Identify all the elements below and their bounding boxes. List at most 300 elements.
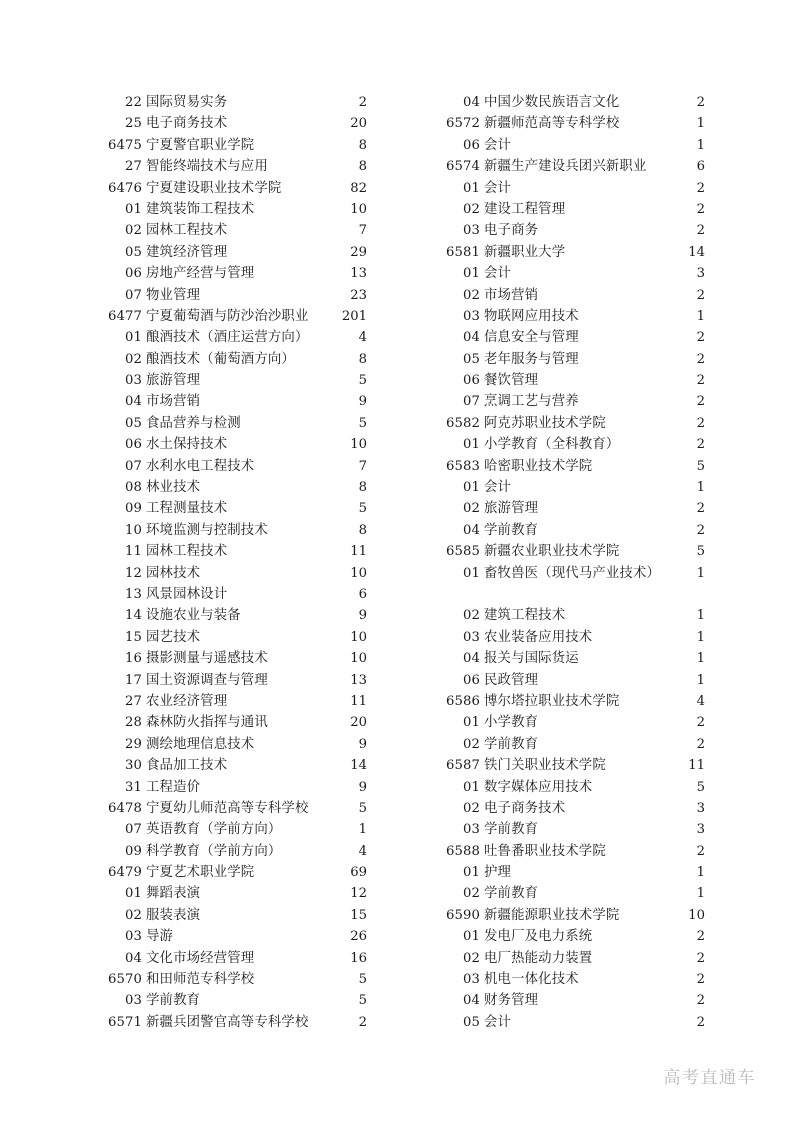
- major-row: [443, 627, 705, 648]
- quota-value: 4: [358, 330, 367, 346]
- major-row: [105, 370, 367, 391]
- quota-value: 9: [358, 608, 367, 624]
- major-code: 04: [463, 651, 480, 667]
- major-code: 03: [463, 308, 480, 324]
- major-code: 05: [125, 244, 142, 260]
- major-row: [443, 883, 705, 904]
- major-name: 智能终端技术与应用: [146, 159, 268, 175]
- major-row: [105, 498, 367, 519]
- quota-value: 3: [696, 822, 705, 838]
- major-name: 小学教育（全科教育）: [484, 437, 620, 453]
- major-code: 01: [463, 480, 480, 496]
- major-row: [443, 135, 705, 156]
- school-code: 6475: [108, 137, 142, 153]
- major-row: [105, 477, 367, 498]
- major-code: 07: [125, 458, 142, 474]
- quota-value: 5: [696, 544, 705, 560]
- major-row: [443, 734, 705, 755]
- school-code: 6572: [446, 116, 480, 132]
- major-code: 01: [125, 201, 142, 217]
- major-name: 电厂热能动力装置: [484, 950, 593, 966]
- major-name: 学前教育: [484, 822, 539, 838]
- major-code: 22: [125, 95, 142, 110]
- major-row: [105, 327, 367, 348]
- major-name: 数字媒体应用技术: [484, 779, 593, 795]
- major-name: 工程造价: [146, 779, 201, 795]
- major-row: [105, 391, 367, 412]
- school-name: 宁夏建设职业技术学院: [146, 180, 282, 196]
- major-code: 28: [125, 715, 142, 731]
- major-row: [105, 712, 367, 733]
- quota-value: 23: [350, 287, 367, 303]
- major-row: [443, 285, 705, 306]
- quota-value: 2: [696, 1014, 705, 1030]
- quota-value: 69: [350, 865, 367, 881]
- major-row: [443, 605, 705, 626]
- quota-value: 5: [358, 373, 367, 389]
- major-row: [105, 990, 367, 1011]
- major-code: 04: [463, 522, 480, 538]
- major-name: 导游: [146, 929, 174, 945]
- school-code: 6477: [108, 308, 142, 324]
- major-row: [443, 92, 705, 113]
- major-name: 护理: [484, 865, 512, 881]
- quota-value: 8: [358, 137, 367, 153]
- quota-value: 2: [696, 180, 705, 196]
- major-code: 04: [125, 394, 142, 410]
- major-name: 文化市场经营管理: [146, 950, 255, 966]
- major-code: 30: [125, 758, 142, 774]
- major-code: 29: [125, 736, 142, 752]
- quota-value: 10: [688, 907, 705, 923]
- major-code: 06: [463, 672, 480, 688]
- major-code: 14: [125, 608, 142, 624]
- school-row: [443, 541, 705, 562]
- right-column: [443, 92, 705, 1033]
- major-row: [443, 819, 705, 840]
- major-name: 市场营销: [484, 287, 539, 303]
- quota-value: 2: [696, 95, 705, 110]
- major-code: 01: [463, 437, 480, 453]
- quota-value: 4: [358, 843, 367, 859]
- school-name: 宁夏警官职业学院: [146, 137, 255, 153]
- quota-value: 6: [358, 586, 367, 602]
- major-code: 02: [463, 950, 480, 966]
- school-name: 新疆职业大学: [484, 244, 566, 260]
- school-row: [443, 413, 705, 434]
- major-name: 学前教育: [484, 522, 539, 538]
- major-row: [105, 605, 367, 626]
- major-code: 05: [463, 351, 480, 367]
- major-name: 国际贸易实务: [146, 95, 228, 110]
- quota-value: 2: [696, 950, 705, 966]
- major-name: 物业管理: [146, 287, 201, 303]
- quota-value: 1: [696, 651, 705, 667]
- quota-value: 5: [358, 501, 367, 517]
- school-code: 6476: [108, 180, 142, 196]
- school-name: 宁夏葡萄酒与防沙治沙职业: [146, 308, 309, 324]
- school-row: [105, 135, 367, 156]
- major-name: 摄影测量与遥感技术: [146, 651, 268, 667]
- major-code: 07: [125, 822, 142, 838]
- major-code: 03: [125, 929, 142, 945]
- major-name: 老年服务与管理: [484, 351, 579, 367]
- major-name: 林业技术: [146, 480, 201, 496]
- quota-value: 1: [696, 886, 705, 902]
- quota-value: 13: [350, 672, 367, 688]
- quota-value: 1: [696, 480, 705, 496]
- major-row: [105, 413, 367, 434]
- quota-value: 10: [350, 201, 367, 217]
- major-row: [443, 990, 705, 1011]
- major-name: 水利水电工程技术: [146, 458, 255, 474]
- quota-value: 10: [350, 437, 367, 453]
- major-name: 农业经济管理: [146, 693, 228, 709]
- quota-value: 26: [350, 929, 367, 945]
- quota-value: 2: [696, 929, 705, 945]
- major-name: 农业装备应用技术: [484, 629, 593, 645]
- school-code: 6586: [446, 693, 480, 709]
- major-name: 市场营销: [146, 394, 201, 410]
- school-name: 新疆师范高等专科学校: [484, 116, 620, 132]
- quota-value: 1: [696, 672, 705, 688]
- major-code: 02: [463, 287, 480, 303]
- major-code: 07: [463, 394, 480, 410]
- major-row: [105, 905, 367, 926]
- quota-value: 201: [341, 308, 367, 324]
- major-name: 房地产经营与管理: [146, 266, 255, 282]
- major-code: 27: [125, 693, 142, 709]
- major-name: 报关与国际货运: [484, 651, 579, 667]
- major-name: 中国少数民族语言文化: [484, 95, 620, 110]
- major-code: 03: [463, 972, 480, 988]
- school-name: 阿克苏职业技术学院: [484, 415, 606, 431]
- quota-value: 1: [358, 822, 367, 838]
- major-code: 02: [463, 886, 480, 902]
- major-name: 工程测量技术: [146, 501, 228, 517]
- major-name: 国土资源调查与管理: [146, 672, 268, 688]
- major-code: 04: [463, 330, 480, 346]
- quota-value: 1: [696, 608, 705, 624]
- major-code: 02: [463, 608, 480, 624]
- school-row: [105, 862, 367, 883]
- major-code: 01: [125, 886, 142, 902]
- major-code: 01: [463, 929, 480, 945]
- school-row: [443, 456, 705, 477]
- major-code: 27: [125, 159, 142, 175]
- major-row: [443, 306, 705, 327]
- left-column: [105, 92, 367, 1033]
- quota-value: 11: [350, 693, 367, 709]
- major-row: [443, 477, 705, 498]
- school-row: [443, 156, 705, 177]
- major-name: 舞蹈表演: [146, 886, 201, 902]
- major-name: 会计: [484, 266, 512, 282]
- major-row: [105, 456, 367, 477]
- major-row: [105, 883, 367, 904]
- major-name: 园艺技术: [146, 629, 201, 645]
- major-row: [105, 777, 367, 798]
- major-name: 畜牧兽医（现代马产业技术）: [484, 565, 661, 581]
- major-code: 02: [463, 736, 480, 752]
- major-name: 发电厂及电力系统: [484, 929, 593, 945]
- major-name: 水土保持技术: [146, 437, 228, 453]
- major-code: 03: [125, 993, 142, 1009]
- major-name: 设施农业与装备: [146, 608, 241, 624]
- major-code: 06: [125, 437, 142, 453]
- major-code: 13: [125, 586, 142, 602]
- quota-value: 8: [358, 159, 367, 175]
- major-row: [443, 670, 705, 691]
- major-code: 06: [125, 266, 142, 282]
- quota-value: 9: [358, 736, 367, 752]
- major-code: 03: [125, 373, 142, 389]
- major-row: [105, 263, 367, 284]
- major-row: [443, 349, 705, 370]
- school-name: 哈密职业技术学院: [484, 458, 593, 474]
- major-name: 烹调工艺与营养: [484, 394, 579, 410]
- quota-value: 10: [350, 565, 367, 581]
- major-code: 02: [125, 907, 142, 923]
- quota-value: 11: [688, 758, 705, 774]
- major-row: [105, 113, 367, 134]
- quota-value: 2: [696, 736, 705, 752]
- quota-value: 5: [358, 415, 367, 431]
- major-row: [443, 1012, 705, 1033]
- school-name: 博尔塔拉职业技术学院: [484, 693, 620, 709]
- major-code: 05: [463, 1014, 480, 1030]
- major-code: 09: [125, 501, 142, 517]
- quota-value: 8: [358, 480, 367, 496]
- major-name: 民政管理: [484, 672, 539, 688]
- major-row: [443, 327, 705, 348]
- quota-value: 2: [696, 972, 705, 988]
- school-row: [105, 798, 367, 819]
- major-name: 风景园林设计: [146, 586, 228, 602]
- major-row: [105, 285, 367, 306]
- major-code: 01: [463, 565, 480, 581]
- school-name: 新疆能源职业技术学院: [484, 907, 620, 923]
- major-row: [443, 370, 705, 391]
- major-row: [443, 434, 705, 455]
- major-name: 园林工程技术: [146, 223, 228, 239]
- school-name: 和田师范专科学校: [146, 972, 255, 988]
- school-name: 新疆兵团警官高等专科学校: [146, 1014, 309, 1030]
- school-name: 新疆生产建设兵团兴新职业: [484, 159, 647, 175]
- quota-value: 6: [696, 159, 705, 175]
- major-row: [105, 691, 367, 712]
- major-code: 12: [125, 565, 142, 581]
- quota-value: 1: [696, 629, 705, 645]
- quota-value: 9: [358, 394, 367, 410]
- major-name: 科学教育（学前方向）: [146, 843, 282, 859]
- major-name: 学前教育: [484, 886, 539, 902]
- major-row: [105, 819, 367, 840]
- school-row: [443, 691, 705, 712]
- major-name: 建设工程管理: [484, 201, 566, 217]
- major-name: 英语教育（学前方向）: [146, 822, 282, 838]
- school-code: 6478: [108, 800, 142, 816]
- school-row: [443, 755, 705, 776]
- major-code: 01: [463, 180, 480, 196]
- quota-value: 5: [696, 458, 705, 474]
- major-name: 物联网应用技术: [484, 308, 579, 324]
- quota-value: 1: [696, 308, 705, 324]
- major-code: 02: [463, 201, 480, 217]
- school-row: [105, 969, 367, 990]
- major-code: 05: [125, 415, 142, 431]
- major-row: [443, 498, 705, 519]
- quota-value: 2: [358, 95, 367, 110]
- quota-value: 2: [696, 415, 705, 431]
- major-name: 食品营养与检测: [146, 415, 241, 431]
- school-code: 6587: [446, 758, 480, 774]
- school-row: [443, 242, 705, 263]
- major-name: 会计: [484, 137, 512, 153]
- school-code: 6590: [446, 907, 480, 923]
- quota-value: 1: [696, 137, 705, 153]
- major-name: 会计: [484, 480, 512, 496]
- quota-value: 1: [696, 865, 705, 881]
- major-row: [105, 734, 367, 755]
- major-code: 04: [463, 95, 480, 110]
- quota-value: 4: [696, 693, 705, 709]
- quota-value: 2: [358, 1014, 367, 1030]
- quota-value: 2: [696, 522, 705, 538]
- major-code: 01: [463, 715, 480, 731]
- major-code: 01: [463, 865, 480, 881]
- major-row: [443, 777, 705, 798]
- major-code: 09: [125, 843, 142, 859]
- major-code: 15: [125, 629, 142, 645]
- school-name: 铁门关职业技术学院: [484, 758, 606, 774]
- quota-value: 14: [688, 244, 705, 260]
- major-name: 小学教育: [484, 715, 539, 731]
- major-code: 17: [125, 672, 142, 688]
- school-row: [443, 905, 705, 926]
- quota-value: 3: [696, 800, 705, 816]
- major-name: 建筑工程技术: [484, 608, 566, 624]
- school-code: 6582: [446, 415, 480, 431]
- major-code: 16: [125, 651, 142, 667]
- major-name: 学前教育: [146, 993, 201, 1009]
- major-code: 08: [125, 480, 142, 496]
- major-code: 10: [125, 522, 142, 538]
- major-code: 07: [125, 287, 142, 303]
- major-name: 电子商务技术: [146, 116, 228, 132]
- major-row: [443, 862, 705, 883]
- quota-value: 2: [696, 993, 705, 1009]
- watermark: 高考直通车: [663, 1068, 756, 1088]
- major-row: [105, 199, 367, 220]
- quota-value: 15: [350, 907, 367, 923]
- major-row: [105, 841, 367, 862]
- major-name: 园林技术: [146, 565, 201, 581]
- major-row: [105, 648, 367, 669]
- major-row: [105, 349, 367, 370]
- major-name: 学前教育: [484, 736, 539, 752]
- quota-value: 5: [696, 779, 705, 795]
- major-name: 旅游管理: [484, 501, 539, 517]
- quota-value: 7: [358, 458, 367, 474]
- quota-value: 10: [350, 651, 367, 667]
- quota-value: 29: [350, 244, 367, 260]
- quota-value: 14: [350, 758, 367, 774]
- quota-value: 2: [696, 394, 705, 410]
- quota-value: 5: [358, 800, 367, 816]
- major-name: 旅游管理: [146, 373, 201, 389]
- major-row: [443, 220, 705, 241]
- major-name: 酿酒技术（葡萄酒方向）: [146, 351, 295, 367]
- major-code: 06: [463, 373, 480, 389]
- quota-value: 2: [696, 330, 705, 346]
- major-row: [105, 755, 367, 776]
- major-row: [105, 627, 367, 648]
- major-row: [443, 391, 705, 412]
- major-row: [105, 584, 367, 605]
- school-code: 6581: [446, 244, 480, 260]
- major-name: 信息安全与管理: [484, 330, 579, 346]
- school-row: [443, 113, 705, 134]
- quota-value: 2: [696, 201, 705, 217]
- quota-value: 5: [358, 972, 367, 988]
- major-row: [105, 156, 367, 177]
- major-name: 建筑经济管理: [146, 244, 228, 260]
- quota-value: 11: [350, 544, 367, 560]
- school-name: 吐鲁番职业技术学院: [484, 843, 606, 859]
- major-row: [105, 563, 367, 584]
- major-code: 01: [125, 330, 142, 346]
- major-code: 03: [463, 223, 480, 239]
- major-row: [105, 220, 367, 241]
- major-row: [443, 520, 705, 541]
- quota-value: 2: [696, 351, 705, 367]
- major-code: 02: [125, 223, 142, 239]
- major-code: 02: [125, 351, 142, 367]
- major-row: [105, 92, 367, 113]
- major-name: 电子商务: [484, 223, 539, 239]
- major-row: [443, 926, 705, 947]
- major-row: [105, 948, 367, 969]
- quota-value: 1: [696, 116, 705, 132]
- school-code: 6588: [446, 843, 480, 859]
- major-row: [443, 199, 705, 220]
- quota-value: 8: [358, 351, 367, 367]
- major-row: [443, 948, 705, 969]
- major-name: 会计: [484, 180, 512, 196]
- major-code: 06: [463, 137, 480, 153]
- quota-value: 2: [696, 843, 705, 859]
- major-row: [105, 541, 367, 562]
- quota-value: 7: [358, 223, 367, 239]
- major-row: [105, 926, 367, 947]
- school-name: 新疆农业职业技术学院: [484, 544, 620, 560]
- quota-value: 2: [696, 715, 705, 731]
- major-row: [105, 520, 367, 541]
- major-row: [105, 434, 367, 455]
- major-row: [443, 178, 705, 199]
- quota-value: 9: [358, 779, 367, 795]
- major-row: [443, 563, 705, 606]
- school-row: [105, 178, 367, 199]
- school-code: 6574: [446, 159, 480, 175]
- major-name: 机电一体化技术: [484, 972, 579, 988]
- school-code: 6571: [108, 1014, 142, 1030]
- quota-value: 2: [696, 501, 705, 517]
- major-code: 04: [125, 950, 142, 966]
- quota-value: 20: [350, 116, 367, 132]
- quota-value: 2: [696, 373, 705, 389]
